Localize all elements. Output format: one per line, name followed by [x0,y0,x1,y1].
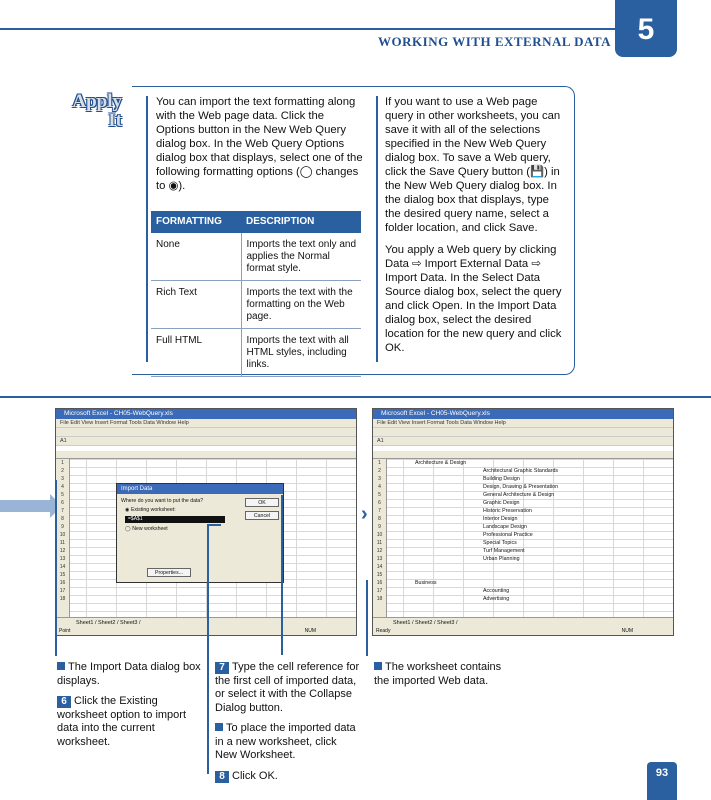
data-cell[interactable]: Advertising [483,596,510,602]
callout-right [374,661,514,695]
callout-middle [215,661,360,790]
window-title: Microsoft Excel - CH05-WebQuery.xls [373,409,673,419]
table-header-description: DESCRIPTION [241,211,361,233]
format-description: Imports the text with the formatting on the Web page. [241,281,361,329]
screenshot-import-dialog [55,408,357,636]
format-name: Rich Text [151,281,241,329]
section-rule [0,396,711,398]
format-description: Imports the text with all HTML styles, including links. [241,329,361,377]
cell-ref: A1 [60,438,67,444]
data-cell[interactable]: Historic Preservation [483,508,532,514]
data-cell[interactable]: Urban Planning [483,556,520,562]
callout-left [57,661,202,756]
step-number: 6 [57,696,71,708]
apply-it-heading [62,92,122,130]
menu-bar[interactable]: File Edit View Insert Format Tools Data Window Help [56,419,356,428]
header-rule [0,28,620,30]
existing-label: Existing worksheet: [130,507,176,513]
page-number: 93 [647,762,677,800]
row-numbers: 1 2 3 4 5 6 7 8 9 10 11 12 13 14 15 16 17 18 [373,459,387,617]
chapter-number: 5 [615,0,677,57]
callout-text: The worksheet contains the imported Web data. [374,661,502,687]
leader-line [281,495,283,655]
leader-line [207,524,209,774]
leader-line [55,480,57,656]
bullet-square [57,662,65,670]
sheet-tabs[interactable]: Sheet1 / Sheet2 / Sheet3 / [56,617,356,627]
new-worksheet-option[interactable]: ◯ New worksheet [125,526,168,532]
sheet-tabs[interactable]: Sheet1 / Sheet2 / Sheet3 / [373,617,673,627]
callout-text: Click the Existing worksheet option to import data into the current worksheet. [57,695,187,748]
column-headers [373,451,673,459]
table-row [151,329,361,377]
column-headers [56,451,356,459]
dialog-title: Import Data [117,484,283,494]
format-name: None [151,233,241,281]
data-cell[interactable]: Building Design [483,476,520,482]
callout-text: Type the cell reference for the first cell of imported data, or select it with the Collapse Dialog button. [215,661,360,714]
format-description: Imports the text only and applies the Normal format style. [241,233,361,281]
status-bar [373,627,673,635]
data-cell[interactable] [387,571,673,579]
properties-button[interactable]: Properties... [147,568,191,577]
step-number: 7 [215,662,229,674]
cancel-button[interactable]: Cancel [245,511,279,520]
ok-button[interactable]: OK [245,498,279,507]
running-header: WORKING WITH EXTERNAL DATA [378,34,611,49]
data-cell[interactable]: Architecture & Design [415,460,467,466]
data-cell[interactable]: Professional Practice [483,532,533,538]
callout-text: To place the imported data in a new worksheet, click New Worksheet. [215,722,356,761]
data-cell[interactable]: Landscape Design [483,524,527,530]
chevron-right-icon: › [361,503,368,525]
status-num: NUM [304,628,316,634]
cell-reference-input[interactable]: =$A$1 [125,516,225,523]
data-cell[interactable]: Interior Design [483,516,518,522]
formatting-table [151,211,361,377]
leader-line [366,580,368,656]
menu-bar[interactable]: File Edit View Insert Format Tools Data Window Help [373,419,673,428]
existing-worksheet-option[interactable]: ◉ Existing worksheet: [125,507,176,513]
cell-ref: A1 [377,438,384,444]
new-label: New worksheet [132,526,168,532]
import-data-dialog [116,483,284,583]
leader-line [207,524,221,526]
dialog-question: Where do you want to put the data? [121,498,204,504]
data-cell[interactable]: Turf Management [483,548,525,554]
data-cell[interactable]: Accounting [483,588,510,594]
callout-text: Click OK. [232,769,278,782]
status-num: NUM [621,628,633,634]
left-paragraph: You can import the text formatting along with the Web page data. Click the Options button in the New Web Query dialog box. In the Web Query Options dialog box that displays, select one of the following formatting options (◯ changes to ◉). [156,96,363,192]
it-word: It [108,110,122,131]
formula-bar[interactable] [56,437,356,446]
data-cell[interactable]: Architectural Graphic Standards [483,468,559,474]
left-column [156,95,366,201]
step-number: 8 [215,771,229,783]
right-column [385,95,565,363]
right-paragraph-1: If you want to use a Web page query in other worksheets, you can save it with all of the selections specified in the New Web Query dialog box. To save a Web query, click the Save Query button (💾) in the New Web Query dialog box. In the dialog box that displays, type the desired query name, select a folder location, and click Save. [385,96,561,234]
table-row [151,281,361,329]
status-bar [56,627,356,635]
callout-text: The Import Data dialog box displays. [57,661,201,687]
toolbar[interactable] [56,428,356,437]
imported-data [387,459,673,617]
data-cell[interactable]: Graphic Design [483,500,520,506]
flow-arrow [0,500,52,512]
apply-word: Apply [72,91,122,112]
data-cell[interactable]: General Architecture & Design [483,492,555,498]
data-cell[interactable]: Special Topics [483,540,517,546]
toolbar[interactable] [373,428,673,437]
bullet-square [215,723,223,731]
data-cell[interactable]: Design, Drawing & Presentation [483,484,559,490]
screenshot-imported-data [372,408,674,636]
row-numbers: 1 2 3 4 5 6 7 8 9 10 11 12 13 14 15 16 17 18 [56,459,70,617]
format-name: Full HTML [151,329,241,377]
window-title: Microsoft Excel - CH05-WebQuery.xls [56,409,356,419]
table-row [151,233,361,281]
right-column-rule [376,96,378,362]
table-header-formatting: FORMATTING [151,211,241,233]
data-cell[interactable] [387,563,673,571]
right-paragraph-2: You apply a Web query by clicking Data ⇨ Import External Data ⇨ Import Data. In the Select Data Source dialog box, select the query and click Open. In the Import Data dialog box, select the desired location for the new query and click OK. [385,244,562,354]
bullet-square [374,662,382,670]
formula-bar[interactable] [373,437,673,446]
data-cell[interactable]: Business [415,580,437,586]
status-text: Ready [376,628,391,634]
status-text: Point [59,628,71,634]
left-column-rule [146,96,148,362]
